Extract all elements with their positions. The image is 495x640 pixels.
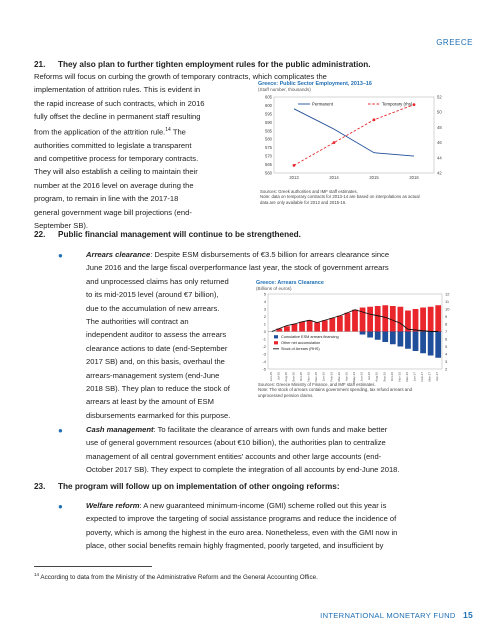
chart2-legend-swatch	[274, 335, 278, 338]
temporary-data-point	[293, 164, 296, 167]
chart2-y2-tick-label: 7	[445, 329, 448, 334]
chart2-x-tick-label: Sep-16	[382, 372, 387, 382]
chart2-x-tick-label: Apr-16	[344, 372, 349, 382]
chart1-note-line: Note: data on temporary contracts for 2013-14 are based on interpolations as actual	[260, 194, 420, 200]
chart1-x-tick-label: 2016	[409, 175, 419, 180]
chart2-title: Greece: Arrears Clearance	[256, 280, 324, 286]
cash-line: management of all central government entities’ accounts and other large accounts (end-	[86, 451, 382, 461]
bullet-icon: ●	[58, 502, 63, 511]
chart2-y-tick-label: 5	[263, 291, 266, 297]
arrears-clearance-block	[86, 248, 466, 275]
chart1-y-tick-label: 585	[265, 128, 272, 134]
cash-lead: Cash management	[86, 425, 154, 434]
chart1-y-tick-label: 575	[265, 145, 272, 151]
page-footer	[320, 610, 473, 620]
chart1-y-tick-label: 600	[265, 102, 272, 108]
chart2-legend-label: Stock of Arrears (RHS)	[281, 347, 320, 351]
chart2-y-tick-label: -4	[262, 359, 266, 364]
p21-line: implementation of attrition rules. This is evident in	[34, 85, 201, 95]
chart2-y-tick-label: 0	[263, 329, 266, 334]
cash-management-block	[86, 423, 466, 477]
temporary-data-point	[373, 118, 376, 121]
chart2-plot	[256, 291, 466, 391]
chart2-x-tick-label: Jun-15	[268, 372, 273, 382]
cash-first-line: : To facilitate the clearance of arrears with own funds and make better	[153, 425, 388, 434]
temporary-series-line	[294, 105, 414, 166]
other-accumulation-bar	[390, 306, 396, 332]
chart2-x-tick-label: Sep-15	[291, 372, 296, 382]
paragraph-22-number: 22.	[34, 230, 46, 239]
esm-financing-bar	[375, 332, 381, 340]
chart1-legend-label: Permanent	[312, 101, 334, 107]
chart2-note-line: Note: The stock of arrears contains government spending, tax refund arrears and	[258, 387, 412, 393]
permanent-series-line	[294, 109, 414, 156]
esm-financing-bar	[398, 332, 404, 347]
chart2-x-tick-label: Jan-17	[412, 372, 417, 382]
chart2-y2-tick-label: 3	[445, 359, 448, 364]
esm-financing-bar	[390, 332, 396, 345]
esm-financing-bar	[435, 332, 441, 358]
chart1-legend-label: Temporary (rhs)	[382, 101, 413, 107]
p21-line: authorities committed to legislate a transparent	[34, 140, 192, 150]
chart2-y2-tick-label: 12	[445, 291, 450, 297]
chart2-x-tick-label: Jan-16	[321, 372, 326, 382]
chart2-y-tick-label: -5	[262, 366, 266, 372]
chart1-y-tick-label: 605	[265, 94, 272, 100]
chart2-x-tick-label: Jul-16	[367, 372, 372, 381]
chart2-y-tick-label: 4	[263, 299, 266, 304]
chart2-x-tick-label: Apr-17	[435, 372, 440, 382]
cash-line: October 2017 SB). They expect to complete the integration of all accounts by end-June 2018.	[86, 465, 400, 475]
chart2-x-tick-label: Aug-15	[283, 372, 288, 382]
other-accumulation-bar	[299, 322, 305, 332]
page-number: 15	[462, 610, 473, 620]
chart1-y2-tick-label: 50	[437, 109, 442, 115]
chart1-notes	[260, 189, 464, 205]
chart2-x-tick-label: Aug-16	[374, 372, 379, 382]
other-accumulation-bar	[367, 307, 373, 332]
chart2-subtitle: (Billions of euros)	[256, 286, 292, 291]
other-accumulation-bar	[352, 310, 358, 332]
other-accumulation-bar	[329, 318, 335, 332]
paragraph-23-number: 23.	[34, 482, 46, 491]
other-accumulation-bar	[405, 311, 411, 332]
p21-line: They will also establish a ceiling to maintain their	[34, 167, 198, 177]
p21-line: Reforms will focus on curbing the growth of temporary contracts, which complicates the	[34, 72, 327, 81]
chart2-x-tick-label: Jun-16	[359, 372, 364, 382]
chart2-x-tick-label: Oct-16	[389, 372, 394, 382]
arrears-line: and unprocessed claims has only returned	[86, 276, 229, 286]
p21-line-tail: The	[170, 127, 186, 137]
p21-line: general government wage bill projections (end-	[34, 207, 192, 217]
chart2-legend-label: Cumulative ESM arrears financing	[281, 335, 339, 339]
p21-line: the rapid increase of such contracts, which in 2016	[34, 98, 205, 108]
chart2-y-tick-label: -3	[262, 351, 266, 357]
chart1-y-tick-label: 590	[265, 119, 272, 125]
chart1-x-tick-label: 2013	[289, 175, 299, 180]
chart2-y2-tick-label: 10	[445, 306, 450, 312]
chart2-note-line: unprocessed pension claims.	[258, 392, 314, 398]
chart-public-sector-employment	[258, 81, 464, 213]
chart1-y-tick-label: 565	[265, 162, 272, 168]
chart2-y2-tick-label: 8	[445, 321, 448, 327]
chart1-y-tick-label: 560	[265, 170, 272, 176]
other-accumulation-bar	[420, 308, 426, 332]
bullet-icon: ●	[58, 251, 63, 260]
arrears-line: due to the accumulation of new arrears.	[86, 303, 220, 313]
esm-financing-bar	[360, 332, 366, 335]
chart2-notes	[258, 382, 464, 398]
cash-line	[86, 423, 466, 436]
other-accumulation-bar	[284, 326, 290, 331]
chart2-x-tick-label: Nov-15	[306, 372, 311, 382]
chart2-x-tick-label: Feb-16	[329, 372, 334, 382]
chart2-sources: Sources: Greece Ministry of Finance, and IMF staff estimates.	[258, 382, 376, 387]
chart1-x-tick-label: 2014	[329, 175, 339, 180]
footnote-text: According to data from the Ministry of the Administrative Reform and the General Accounting Office.	[39, 574, 318, 582]
other-accumulation-bar	[314, 323, 320, 332]
chart1-y-tick-label: 570	[265, 153, 272, 159]
chart2-x-tick-label: Jul-15	[276, 372, 281, 381]
cash-line: use of general government resources (about €10 billion), the authorities plan to centralize	[86, 438, 386, 448]
chart1-x-tick-label: 2015	[369, 175, 379, 180]
paragraph-21-wrapped	[34, 83, 252, 232]
welfare-line: place, other social benefits remain highly fragmented, poorly targeted, and insufficient by	[86, 541, 384, 551]
other-accumulation-bar	[428, 307, 434, 332]
other-accumulation-bar	[413, 309, 419, 332]
chart2-y-tick-label: 1	[263, 321, 266, 327]
welfare-first-line: : A new guaranteed minimum-income (GMI) scheme rolled out this year is	[139, 501, 387, 510]
chart2-y-tick-label: -2	[262, 344, 266, 349]
bullet-icon: ●	[58, 426, 63, 435]
footnote-ref-14[interactable]: 14	[165, 126, 171, 133]
chart2-x-tick-label: Dec-15	[314, 372, 319, 382]
footnote-14	[34, 572, 318, 581]
chart1-y2-tick-label: 42	[437, 170, 442, 176]
paragraph-21-number: 21.	[34, 60, 46, 69]
chart2-y-tick-label: 3	[263, 306, 266, 312]
other-accumulation-bar	[322, 320, 328, 331]
chart1-y2-tick-label: 44	[437, 155, 442, 161]
chart1-note-line: data are only available for 2012 and 2015-16.	[260, 199, 347, 205]
chart1-y-tick-label: 580	[265, 136, 272, 142]
chart2-y2-tick-label: 11	[445, 299, 450, 304]
chart1-frame	[274, 97, 434, 173]
esm-financing-bar	[420, 332, 426, 354]
welfare-reform-block	[86, 499, 466, 553]
esm-financing-bar	[382, 332, 388, 343]
p21-line: September SB).	[34, 220, 89, 230]
arrears-line: independent auditor to assess the arrears	[86, 330, 227, 340]
chart1-subtitle: (Staff number, thousands)	[258, 87, 311, 92]
p21-line-text: from the application of the attrition rule.	[34, 127, 166, 137]
temporary-data-point	[413, 103, 416, 106]
arrears-line: arrears-management system (end-June	[86, 370, 220, 380]
chart2-x-tick-label: Dec-16	[404, 372, 409, 382]
chart2-x-tick-label: Oct-15	[299, 372, 304, 382]
chart2-y-tick-label: 2	[263, 314, 266, 319]
chart1-y2-tick-label: 48	[437, 124, 442, 130]
arrears-wrapped	[86, 275, 256, 422]
chart2-x-tick-label: Nov-16	[397, 372, 402, 382]
chart2-y2-tick-label: 5	[445, 344, 448, 349]
chart2-legend-swatch	[274, 341, 278, 344]
chart2-y2-tick-label: 2	[445, 366, 448, 372]
welfare-lead: Welfare reform	[86, 501, 140, 510]
p21-line: fully offset the decline in permanent staff resulting	[34, 112, 201, 122]
welfare-line: expected to improve the targeting of social assistance programs and reduce the incidence of	[86, 514, 397, 524]
arrears-line: 2018 SB). They plan to reduce the stock of	[86, 384, 230, 394]
p21-line	[34, 124, 252, 139]
chart2-x-tick-label: Feb-17	[420, 372, 425, 382]
temporary-data-point	[333, 141, 336, 144]
chart1-y2-tick-label: 52	[437, 94, 442, 100]
esm-financing-bar	[413, 332, 419, 352]
other-accumulation-bar	[337, 316, 343, 332]
other-accumulation-bar	[375, 306, 381, 332]
esm-financing-bar	[428, 332, 434, 356]
chart1-sources: Sources: Greek authorities and IMF staff estimates.	[260, 189, 358, 194]
arrears-line: disbursements earmarked for this purpose.	[86, 410, 231, 420]
footnote-marker: 14	[34, 572, 40, 577]
arrears-line: clearance actions to date (end-September	[86, 343, 228, 353]
chart2-y-tick-label: -1	[262, 336, 266, 342]
welfare-line: poverty, which is among the highest in the euro area. Nonetheless, even with the GMI now in	[86, 527, 398, 537]
chart2-x-tick-label: May-16	[352, 372, 356, 383]
arrears-line: The authorities will contract an	[86, 317, 189, 327]
p21-line: and competitive process for temporary contracts.	[34, 153, 199, 163]
welfare-line	[86, 499, 466, 512]
arrears-line: to its mid-2015 level (around €7 billion),	[86, 290, 219, 300]
arrears-line: 2017 SB) and, on this basis, overhaul the	[86, 357, 225, 367]
other-accumulation-bar	[292, 324, 298, 332]
arrears-line: arrears at least by the amount of ESM	[86, 397, 214, 407]
other-accumulation-bar	[398, 307, 404, 332]
other-accumulation-bar	[345, 313, 351, 332]
chart1-y2-tick-label: 46	[437, 140, 442, 146]
chart2-y2-tick-label: 6	[445, 336, 448, 342]
arrears-lead: Arrears clearance	[86, 250, 151, 259]
chart2-y2-tick-label: 9	[445, 314, 448, 319]
paragraph-22-title: Public financial management will continue to be strengthened.	[58, 230, 301, 239]
chart1-title: Greece: Public Sector Employment, 2013–16	[258, 81, 372, 87]
esm-financing-bar	[367, 332, 373, 338]
chart2-legend-label: Other net accumulation	[281, 341, 321, 345]
footnote-divider	[34, 566, 152, 567]
footer-org: INTERNATIONAL MONETARY FUND	[320, 611, 456, 620]
arrears-line: June 2016 and the large fiscal overperformance last year, the stock of government arrears	[86, 263, 389, 273]
other-accumulation-bar	[307, 320, 313, 331]
arrears-line	[86, 248, 466, 261]
chart-arrears-clearance	[256, 280, 466, 402]
running-header: GREECE	[436, 38, 473, 47]
chart2-y2-tick-label: 4	[445, 351, 448, 357]
other-accumulation-bar	[435, 305, 441, 331]
esm-financing-bar	[405, 332, 411, 349]
chart1-y-tick-label: 595	[265, 111, 272, 117]
paragraph-21-title: They also plan to further tighten employment rules for the public administration.	[58, 60, 371, 69]
p21-line: number at the 2016 level on average during the	[34, 180, 194, 190]
paragraph-23-title: The program will follow up on implementation of other ongoing reforms:	[58, 482, 340, 491]
chart2-x-tick-label: Mar-17	[427, 372, 432, 382]
chart1-plot	[258, 93, 464, 200]
p21-line: program, to remain in line with the 2017-18	[34, 194, 179, 204]
arrears-first-line: : Despite ESM disbursements of €3.5 billion for arrears clearance since	[150, 250, 390, 259]
chart2-x-tick-label: Mar-16	[336, 372, 341, 382]
